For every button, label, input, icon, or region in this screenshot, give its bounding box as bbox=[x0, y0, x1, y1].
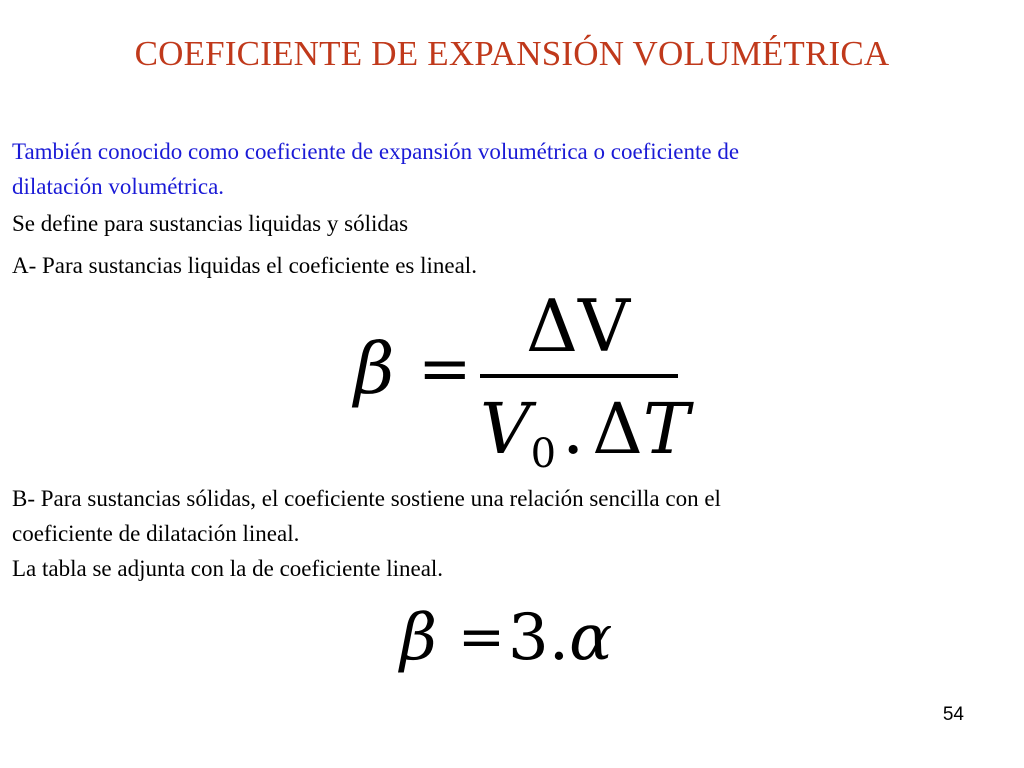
volumetric-expansion-formula bbox=[346, 284, 696, 485]
solids-paragraph bbox=[12, 481, 1012, 586]
formula2-equals: = bbox=[458, 605, 505, 670]
formula1-equals: = bbox=[418, 332, 472, 406]
formula2-alpha: α bbox=[569, 601, 613, 675]
denominator-subscript: 0 bbox=[530, 431, 557, 477]
solids-line-3: La tabla se adjunta con la de coeficiente lineal. bbox=[12, 556, 444, 581]
intro-line-1: También conocido como coeficiente de expansión volumétrica o coeficiente de bbox=[12, 139, 740, 164]
solids-line-1: B- Para sustancias sólidas, el coeficiente sostiene una relación sencilla con el bbox=[12, 486, 721, 511]
formula1-numerator bbox=[526, 284, 630, 368]
denominator-dot: . bbox=[562, 388, 585, 470]
slide-title: COEFICIENTE DE EXPANSIÓN VOLUMÉTRICA bbox=[134, 34, 890, 73]
denominator-t: T bbox=[642, 388, 690, 470]
beta-alpha-formula bbox=[400, 601, 640, 684]
intro-paragraph bbox=[12, 134, 1012, 204]
solids-line-2: coeficiente de dilatación lineal. bbox=[12, 521, 300, 546]
formula2-rhs bbox=[508, 601, 613, 675]
numerator-text: ΔV bbox=[526, 284, 630, 368]
denominator-v: V bbox=[480, 388, 531, 470]
denominator-delta: Δ bbox=[592, 388, 643, 470]
intro-line-2: dilatación volumétrica. bbox=[12, 174, 225, 199]
formula2-beta: β bbox=[400, 601, 437, 675]
definition-line: Se define para sustancias liquidas y sólidas bbox=[12, 211, 409, 236]
formula1-beta: β bbox=[354, 328, 395, 410]
formula1-denominator bbox=[480, 388, 690, 477]
formula2-coefficient: 3. bbox=[508, 601, 570, 675]
page-number: 54 bbox=[942, 704, 964, 725]
fraction-bar bbox=[480, 374, 678, 378]
liquids-line: A- Para sustancias liquidas el coeficiente es lineal. bbox=[12, 253, 477, 278]
